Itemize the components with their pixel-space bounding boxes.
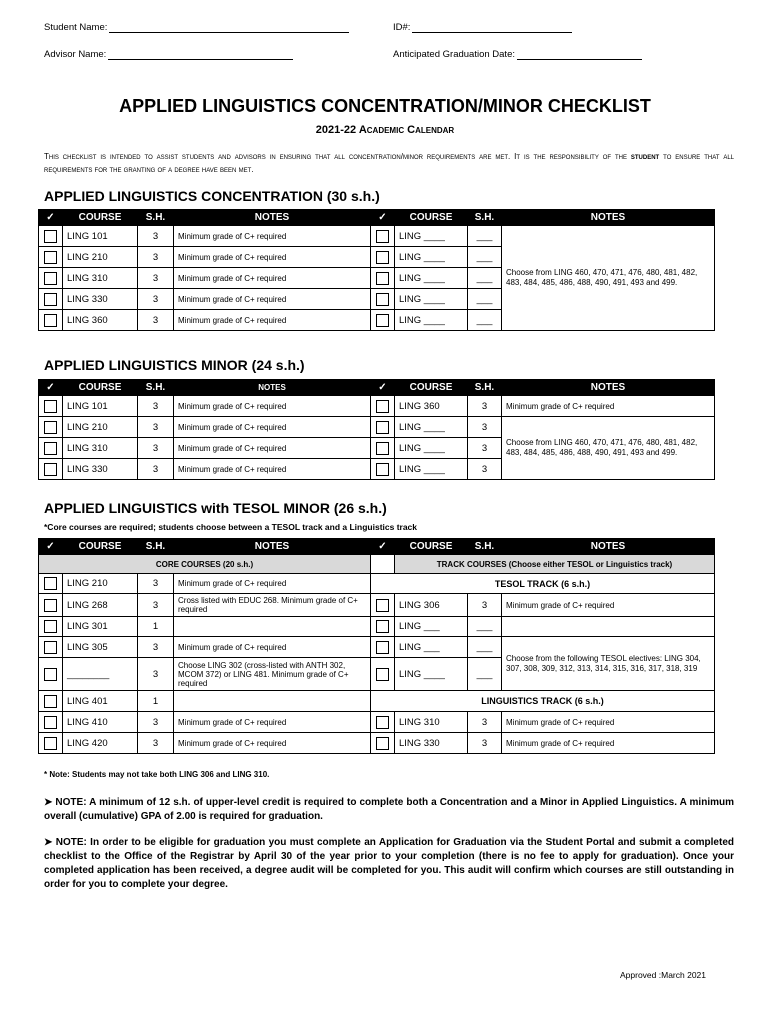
column-header: NOTES	[174, 380, 371, 396]
track-courses-header: TRACK COURSES (Choose either TESOL or Linguistics track)	[395, 555, 715, 574]
table-cell: Minimum grade of C+ required	[174, 247, 371, 268]
table-cell	[39, 459, 63, 480]
checkbox[interactable]	[44, 620, 57, 633]
table-cell: Minimum grade of C+ required	[174, 226, 371, 247]
table-cell: 3	[468, 594, 502, 617]
table-cell: ___	[468, 226, 502, 247]
table-cell	[39, 617, 63, 637]
table-cell: 1	[138, 617, 174, 637]
checkbox[interactable]	[44, 716, 57, 729]
approved-date: Approved :March 2021	[620, 970, 706, 980]
checkbox[interactable]	[376, 668, 389, 681]
table-cell: LING ____	[395, 247, 468, 268]
table-cell: Minimum grade of C+ required	[174, 268, 371, 289]
column-header: S.H.	[138, 539, 174, 555]
checkbox[interactable]	[44, 400, 57, 413]
table-cell	[39, 289, 63, 310]
table-cell: LING 330	[63, 289, 138, 310]
checkbox[interactable]	[44, 641, 57, 654]
checkbox[interactable]	[44, 442, 57, 455]
table-cell	[39, 268, 63, 289]
checkbox[interactable]	[376, 421, 389, 434]
table-cell	[39, 438, 63, 459]
table-cell: LING ___	[395, 617, 468, 637]
column-header: S.H.	[468, 210, 502, 226]
checkbox[interactable]	[44, 293, 57, 306]
table-cell: Minimum grade of C+ required	[502, 712, 715, 733]
table-cell	[371, 417, 395, 438]
table-cell: 3	[138, 396, 174, 417]
table-cell: LING 310	[63, 438, 138, 459]
table-cell	[39, 712, 63, 733]
checkbox[interactable]	[44, 695, 57, 708]
table-cell	[371, 594, 395, 617]
table-cell	[39, 733, 63, 754]
table-cell: 3	[138, 268, 174, 289]
page-title: APPLIED LINGUISTICS CONCENTRATION/MINOR CHECKLIST	[119, 96, 651, 116]
table-cell: LING ____	[395, 417, 468, 438]
concentration-heading: APPLIED LINGUISTICS CONCENTRATION (30 s.h.)	[44, 188, 380, 204]
column-header: NOTES	[502, 380, 715, 396]
column-header: COURSE	[63, 539, 138, 555]
checkbox[interactable]	[44, 737, 57, 750]
table-cell	[371, 459, 395, 480]
checkbox[interactable]	[376, 400, 389, 413]
tesol-subnote: *Core courses are required; students choose between a TESOL track and a Linguistics track	[44, 522, 418, 532]
table-cell: ___	[468, 310, 502, 331]
table-cell	[39, 637, 63, 658]
table-cell	[371, 555, 395, 574]
table-cell: ___	[468, 268, 502, 289]
table-cell	[39, 417, 63, 438]
table-cell	[39, 574, 63, 594]
table-cell: 3	[138, 438, 174, 459]
table-cell	[371, 226, 395, 247]
table-cell: Minimum grade of C+ required	[174, 712, 371, 733]
table-cell: LING ___	[395, 637, 468, 658]
checkbox[interactable]	[376, 463, 389, 476]
column-header: S.H.	[138, 210, 174, 226]
table-cell: 3	[468, 438, 502, 459]
id-label: ID#:	[393, 22, 411, 33]
checkbox[interactable]	[376, 599, 389, 612]
checkbox[interactable]	[376, 737, 389, 750]
table-cell: LING 410	[63, 712, 138, 733]
table-cell	[371, 268, 395, 289]
table-cell: 3	[468, 417, 502, 438]
table-cell	[371, 247, 395, 268]
table-cell	[371, 637, 395, 658]
linguistics-track-header: LINGUISTICS TRACK (6 s.h.)	[371, 691, 715, 712]
table-cell: Minimum grade of C+ required	[174, 289, 371, 310]
table-cell	[371, 733, 395, 754]
checkbox[interactable]	[376, 251, 389, 264]
table-cell: 3	[138, 712, 174, 733]
table-cell: 1	[138, 691, 174, 712]
checkbox[interactable]	[44, 314, 57, 327]
table-cell: ___	[468, 617, 502, 637]
table-cell: Minimum grade of C+ required	[174, 310, 371, 331]
column-header: COURSE	[63, 380, 138, 396]
table-cell: LING 305	[63, 637, 138, 658]
note-credit: ➤ NOTE: A minimum of 12 s.h. of upper-level credit is required to complete both a Concentration and a Minor in Applied Linguistics. A minimum overall (cumulative) GPA of 2.00 is required for graduation.	[44, 797, 734, 822]
table-cell: LING 310	[395, 712, 468, 733]
table-cell	[174, 617, 371, 637]
table-cell: Minimum grade of C+ required	[502, 733, 715, 754]
table-cell	[39, 226, 63, 247]
table-cell	[371, 617, 395, 637]
table-cell: 3	[138, 574, 174, 594]
table-cell: Minimum grade of C+ required	[174, 438, 371, 459]
table-cell: LING 330	[395, 733, 468, 754]
column-header: ✓	[371, 210, 395, 226]
table-cell	[371, 289, 395, 310]
column-header: COURSE	[395, 380, 468, 396]
checkbox[interactable]	[376, 230, 389, 243]
table-cell	[371, 396, 395, 417]
checkbox[interactable]	[376, 716, 389, 729]
table-cell: 3	[468, 459, 502, 480]
tesol-elective-note: Choose from the following TESOL electives: LING 304, 307, 308, 309, 312, 313, 314, 315, 316, 317, 318, 319	[502, 637, 715, 691]
table-cell	[39, 594, 63, 617]
checkbox[interactable]	[376, 314, 389, 327]
table-cell: LING 330	[63, 459, 138, 480]
table-cell: Choose LING 302 (cross-listed with ANTH 302, MCOM 372) or LING 481. Minimum grade of C+ required	[174, 658, 371, 691]
table-cell: LING ____	[395, 289, 468, 310]
table-cell: LING ____	[395, 438, 468, 459]
table-cell: ___	[468, 658, 502, 691]
column-header: S.H.	[138, 380, 174, 396]
table-cell: LING 101	[63, 226, 138, 247]
student-name-label: Student Name:	[44, 22, 108, 33]
table-cell: Minimum grade of C+ required	[174, 417, 371, 438]
table-cell: LING ____	[395, 310, 468, 331]
table-cell: 3	[468, 396, 502, 417]
checkbox[interactable]	[44, 421, 57, 434]
checkbox[interactable]	[44, 251, 57, 264]
checkbox[interactable]	[376, 442, 389, 455]
table-cell: LING ____	[395, 226, 468, 247]
table-cell: 3	[138, 289, 174, 310]
table-cell: 3	[468, 712, 502, 733]
column-header: ✓	[371, 539, 395, 555]
column-header: ✓	[39, 210, 63, 226]
column-header: COURSE	[395, 539, 468, 555]
column-header: S.H.	[468, 539, 502, 555]
table-cell: Cross listed with EDUC 268. Minimum grade of C+ required	[174, 594, 371, 617]
table-cell: ___	[468, 637, 502, 658]
table-cell: Minimum grade of C+ required	[174, 574, 371, 594]
table-cell: LING 360	[395, 396, 468, 417]
table-cell: Minimum grade of C+ required	[174, 459, 371, 480]
column-header: ✓	[39, 539, 63, 555]
table-cell: 3	[138, 733, 174, 754]
table-cell	[502, 617, 715, 637]
table-cell: 3	[138, 658, 174, 691]
tesol-table	[38, 538, 715, 754]
table-cell: 3	[138, 594, 174, 617]
table-cell: 3	[138, 226, 174, 247]
table-cell: LING 101	[63, 396, 138, 417]
checkbox[interactable]	[376, 272, 389, 285]
column-header: NOTES	[174, 539, 371, 555]
table-cell: 3	[138, 637, 174, 658]
core-courses-header: CORE COURSES (20 s.h.)	[39, 555, 371, 574]
checkbox[interactable]	[376, 641, 389, 654]
table-cell: 3	[138, 247, 174, 268]
tesol-heading: APPLIED LINGUISTICS with TESOL MINOR (26 s.h.)	[44, 500, 387, 516]
table-cell	[39, 691, 63, 712]
table-cell: 3	[468, 733, 502, 754]
table-cell	[39, 247, 63, 268]
table-cell: LING 210	[63, 417, 138, 438]
checkbox[interactable]	[44, 230, 57, 243]
column-header: ✓	[371, 380, 395, 396]
table-cell: LING 268	[63, 594, 138, 617]
intro-text: This checklist is intended to assist students and advisors in ensuring that all concentration/minor requirements are met. It is the responsibility of the student to ensure that all requirements for the granting of a degree have been met.	[44, 152, 734, 174]
checkbox[interactable]	[44, 577, 57, 590]
table-cell: Minimum grade of C+ required	[174, 396, 371, 417]
table-cell: ___	[468, 289, 502, 310]
student-name-field[interactable]	[44, 22, 349, 33]
table-cell: 3	[138, 310, 174, 331]
checkbox[interactable]	[44, 668, 57, 681]
checkbox[interactable]	[44, 272, 57, 285]
table-cell: LING ____	[395, 459, 468, 480]
checkbox[interactable]	[376, 620, 389, 633]
table-cell: Minimum grade of C+ required	[174, 733, 371, 754]
advisor-name-field[interactable]	[44, 49, 293, 60]
concentration-table	[38, 209, 715, 331]
table-cell	[371, 658, 395, 691]
graduation-date-label: Anticipated Graduation Date:	[393, 49, 515, 60]
table-cell: LING 401	[63, 691, 138, 712]
table-cell: Minimum grade of C+ required	[502, 594, 715, 617]
table-cell: LING 301	[63, 617, 138, 637]
tesol-track-header: TESOL TRACK (6 s.h.)	[371, 574, 715, 594]
column-header: NOTES	[174, 210, 371, 226]
table-cell: LING ____	[395, 268, 468, 289]
table-cell	[371, 310, 395, 331]
table-cell	[39, 658, 63, 691]
graduation-date-field[interactable]	[393, 49, 642, 60]
page-subtitle: 2021-22 Academic Calendar	[315, 124, 455, 136]
column-header: NOTES	[502, 210, 715, 226]
table-cell	[371, 712, 395, 733]
tesol-footnote: * Note: Students may not take both LING 306 and LING 310.	[44, 770, 270, 779]
advisor-name-label: Advisor Name:	[44, 49, 107, 60]
table-cell: LING 210	[63, 247, 138, 268]
elective-note: Choose from LING 460, 470, 471, 476, 480, 481, 482, 483, 484, 485, 486, 488, 490, 491, 493 and 499.	[502, 226, 715, 331]
column-header: COURSE	[395, 210, 468, 226]
column-header: NOTES	[502, 539, 715, 555]
table-cell: LING ____	[395, 658, 468, 691]
id-field[interactable]	[393, 22, 572, 33]
table-cell: ________	[63, 658, 138, 691]
checkbox[interactable]	[44, 463, 57, 476]
table-cell: LING 360	[63, 310, 138, 331]
note-graduation: ➤ NOTE: In order to be eligible for graduation you must complete an Application for Graduation via the Student Portal and submit a completed checklist to the Office of the Registrar by April 30 of the year prior to your completion (there is no fee to apply for graduation). Once your completed application has been received, a degree audit will be completed for you. This audit will confirm which courses are still outstanding in order for you to complete your degree.	[44, 837, 734, 890]
table-cell	[174, 691, 371, 712]
table-cell	[39, 310, 63, 331]
checkbox[interactable]	[44, 599, 57, 612]
column-header: COURSE	[63, 210, 138, 226]
table-cell: 3	[138, 417, 174, 438]
column-header: S.H.	[468, 380, 502, 396]
table-cell: Minimum grade of C+ required	[502, 396, 715, 417]
elective-note: Choose from LING 460, 470, 471, 476, 480, 481, 482, 483, 484, 485, 486, 488, 490, 491, 493 and 499.	[502, 417, 715, 480]
minor-heading: APPLIED LINGUISTICS MINOR (24 s.h.)	[44, 357, 305, 373]
table-cell: LING 210	[63, 574, 138, 594]
checkbox[interactable]	[376, 293, 389, 306]
table-cell: LING 310	[63, 268, 138, 289]
table-cell: LING 420	[63, 733, 138, 754]
column-header: ✓	[39, 380, 63, 396]
table-cell: 3	[138, 459, 174, 480]
table-cell: ___	[468, 247, 502, 268]
minor-table	[38, 379, 715, 480]
table-cell: Minimum grade of C+ required	[174, 637, 371, 658]
table-cell	[39, 396, 63, 417]
table-cell: LING 306	[395, 594, 468, 617]
table-cell	[371, 438, 395, 459]
